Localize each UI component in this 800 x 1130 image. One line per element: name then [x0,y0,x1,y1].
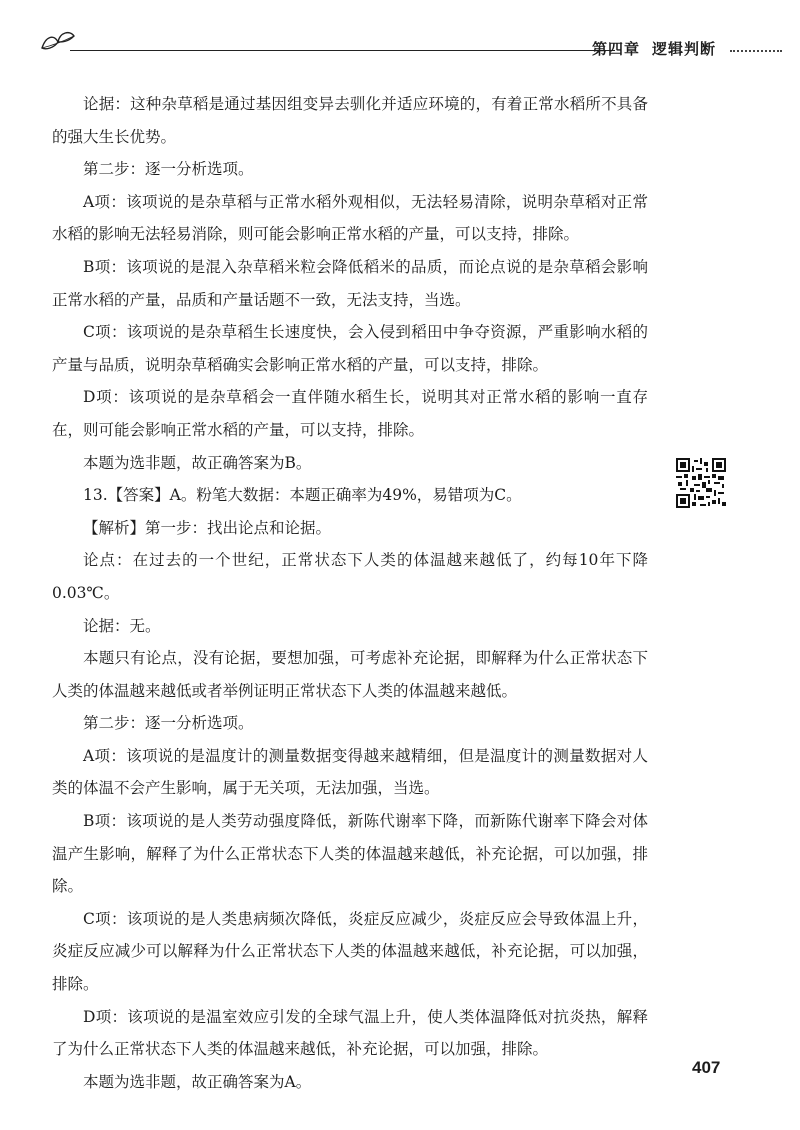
paragraph: 本题为选非题，故正确答案为B。 [83,453,312,472]
qr-code-icon[interactable] [676,458,726,508]
paragraph: A项：该项说的是温度计的测量数据变得越来越精细，但是温度计的测量数据对人类的体温不会产生影响，属于无关项，无法加强，当选。 [52,746,648,798]
paragraph: C项：该项说的是人类患病频次降低，炎症反应减少，炎症反应会导致体温上升，炎症反应减少可以解释为什么正常状态下人类的体温越来越低，补充论据，可以加强，排除。 [52,909,648,994]
header-rule [70,50,615,51]
chapter-heading [592,38,716,59]
paragraph: 本题为选非题，故正确答案为A。 [83,1072,312,1091]
paragraph: B项：该项说的是人类劳动强度降低，新陈代谢率下降，而新陈代谢率下降会对体温产生影响，解释了为什么正常状态下人类的体温越来越低，补充论据，可以加强，排除。 [52,812,648,896]
chapter-number: 第四章 [592,40,641,58]
page-number: 407 [692,1058,721,1077]
paragraph: D项：该项说的是杂草稻会一直伴随水稻生长，说明其对正常水稻的影响一直存在，则可能会影响正常水稻的产量，可以支持，排除。 [52,388,648,439]
leaf-icon [40,28,76,52]
paragraph: 论据：这种杂草稻是通过基因组变异去驯化并适应环境的，有着正常水稻所不具备的强大生长优势。 [52,95,648,146]
answer-line: 13.【答案】A。粉笔大数据：本题正确率为49%，易错项为C。 [83,486,522,505]
paragraph: 第二步：逐一分析选项。 [83,714,254,733]
paragraph: C项：该项说的是杂草稻生长速度快，会入侵到稻田中争夺资源，严重影响水稻的产量与品质，说明杂草稻确实会影响正常水稻的产量，可以支持，排除。 [52,323,648,374]
analysis-heading: 【解析】第一步：找出论点和论据。 [83,518,332,537]
paragraph: 论点：在过去的一个世纪，正常状态下人类的体温越来越低了，约每10年下降0.03℃。 [52,551,648,602]
page-body [52,88,648,1098]
paragraph: A项：该项说的是杂草稻与正常水稻外观相似，无法轻易清除，说明杂草稻对正常水稻的影响无法轻易消除，则可能会影响正常水稻的产量，可以支持，排除。 [52,192,648,244]
paragraph: D项：该项说的是温室效应引发的全球气温上升，使人类体温降低对抗炎热，解释了为什么正常状态下人类的体温越来越低，补充论据，可以加强，排除。 [52,1007,648,1059]
paragraph: B项：该项说的是混入杂草稻米粒会降低稻米的品质，而论点说的是杂草稻会影响正常水稻的产量，品质和产量话题不一致，无法支持，当选。 [52,257,648,309]
paragraph: 论据：无。 [83,616,161,635]
paragraph: 第二步：逐一分析选项。 [83,160,254,179]
chapter-title: 逻辑判断 [652,40,717,58]
header-dotted-leader [730,50,782,52]
running-header [40,28,740,68]
paragraph: 本题只有论点，没有论据，要想加强，可考虑补充论据，即解释为什么正常状态下人类的体温越来越低或者举例证明正常状态下人类的体温越来越低。 [52,649,648,700]
